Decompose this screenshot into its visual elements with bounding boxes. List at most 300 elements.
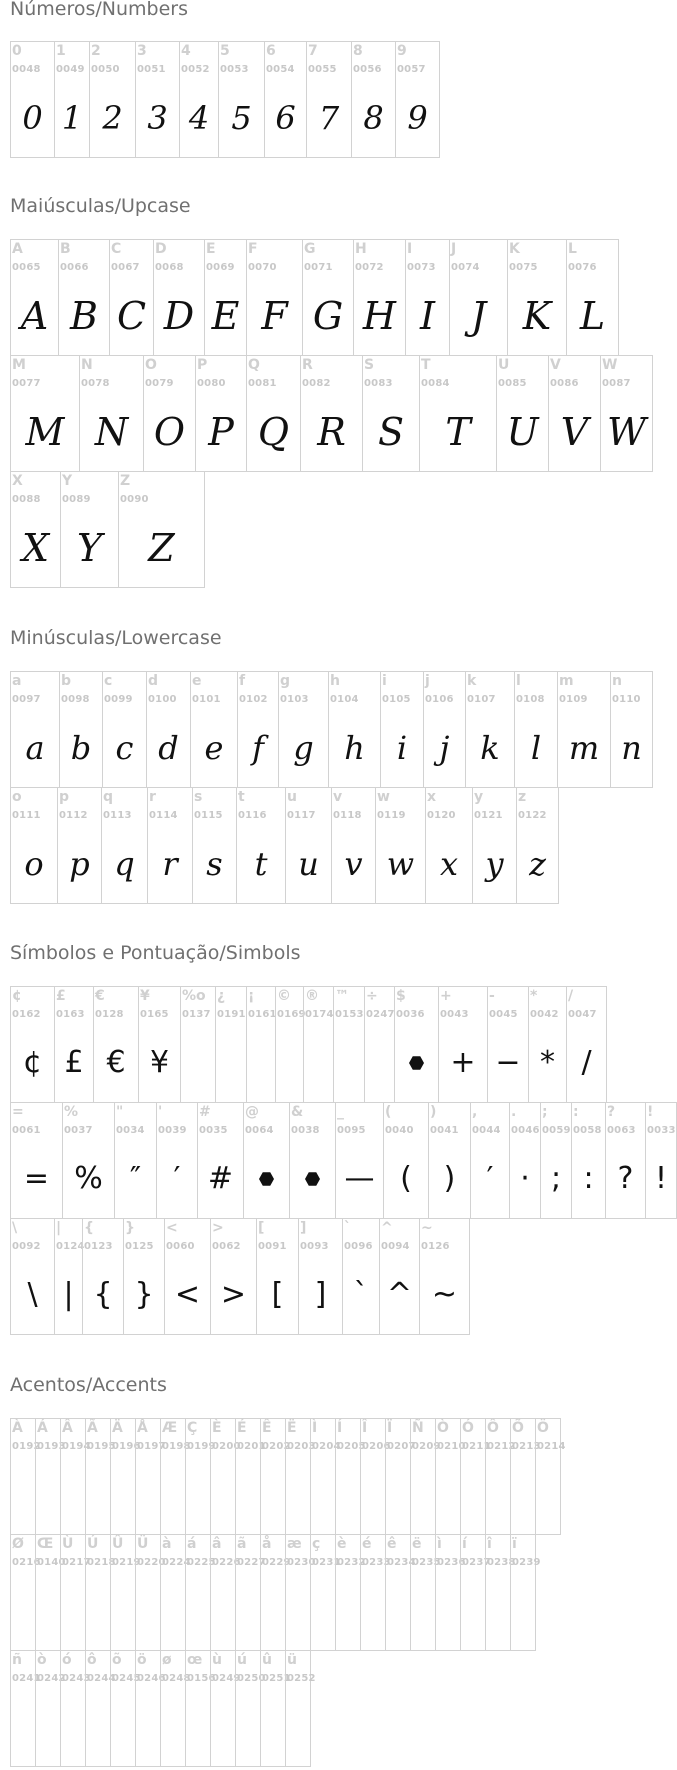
char-label: j xyxy=(425,673,430,689)
char-code: 0252 xyxy=(287,1673,316,1684)
glyph-sample: q xyxy=(114,845,135,883)
glyph-cell xyxy=(298,1218,343,1335)
char-label: Ì xyxy=(312,1420,318,1436)
char-label: Z xyxy=(120,473,131,489)
glyph-sample xyxy=(86,1697,110,1757)
glyph-cell xyxy=(302,239,354,356)
glyph-cell xyxy=(54,986,94,1103)
glyph-cell xyxy=(507,239,567,356)
glyph-sample: E xyxy=(211,294,240,338)
char-code: 0191 xyxy=(217,1009,246,1020)
glyph-cell xyxy=(460,1418,491,1535)
char-label: %o xyxy=(182,988,206,1004)
glyph-cell xyxy=(264,41,307,158)
char-label: r xyxy=(149,789,156,805)
char-label: û xyxy=(262,1652,272,1668)
char-label: ® xyxy=(305,988,319,1004)
char-code: 0048 xyxy=(12,64,41,75)
char-label: € xyxy=(95,988,105,1004)
glyph-cell xyxy=(351,41,396,158)
char-code: 0092 xyxy=(12,1241,41,1252)
glyph-cell xyxy=(335,1418,366,1535)
char-code: 0205 xyxy=(337,1441,366,1452)
glyph-sample xyxy=(286,1697,310,1757)
char-code: 0195 xyxy=(87,1441,116,1452)
glyph-cell xyxy=(435,1418,466,1535)
glyph-cell xyxy=(260,1418,291,1535)
char-label: V xyxy=(550,357,561,373)
char-label: î xyxy=(487,1536,492,1552)
char-code: 0162 xyxy=(12,1009,41,1020)
char-code: 0193 xyxy=(37,1441,66,1452)
symbols-grid xyxy=(10,986,676,1334)
char-code: 0051 xyxy=(137,64,166,75)
section-title-symbols: Símbolos e Pontuação/Simbols xyxy=(10,942,301,964)
char-code: 0113 xyxy=(103,810,132,821)
char-label: < xyxy=(166,1220,178,1236)
char-label: Ã xyxy=(87,1420,98,1436)
glyph-cell xyxy=(10,1534,41,1651)
glyph-cell xyxy=(496,355,549,472)
char-label: J xyxy=(451,241,457,257)
char-label: â xyxy=(212,1536,222,1552)
glyph-sample xyxy=(486,1465,510,1525)
char-code: 0217 xyxy=(62,1557,91,1568)
glyph-cell xyxy=(190,671,238,788)
char-code: 0214 xyxy=(537,1441,566,1452)
char-label: Ë xyxy=(287,1420,297,1436)
glyph-row xyxy=(10,1418,566,1534)
char-code: 0089 xyxy=(62,494,91,505)
glyph-sample xyxy=(290,1149,335,1209)
glyph-cell xyxy=(185,1650,216,1767)
glyph-cell xyxy=(143,355,196,472)
glyph-sample: } xyxy=(134,1277,154,1312)
glyph-sample xyxy=(436,1581,460,1641)
char-label: f xyxy=(239,673,246,689)
char-code: 0232 xyxy=(337,1557,366,1568)
char-code: 0098 xyxy=(61,694,90,705)
glyph-cell xyxy=(10,239,59,356)
glyph-cell xyxy=(10,1650,41,1767)
char-code: 0200 xyxy=(212,1441,241,1452)
char-code: 0045 xyxy=(489,1009,518,1020)
char-code: 0249 xyxy=(212,1673,241,1684)
char-code: 0250 xyxy=(237,1673,266,1684)
glyph-sample: ″ xyxy=(129,1161,142,1196)
glyph-sample xyxy=(461,1581,485,1641)
glyph-sample: l xyxy=(530,729,542,767)
char-label: ë xyxy=(412,1536,422,1552)
char-code: 0203 xyxy=(287,1441,316,1452)
glyph-sample: Q xyxy=(257,410,290,454)
char-code: 0042 xyxy=(530,1009,559,1020)
char-code: 0074 xyxy=(451,262,480,273)
char-label: ¿ xyxy=(217,988,226,1004)
glyph-cell xyxy=(35,1418,66,1535)
glyph-sample xyxy=(111,1697,135,1757)
char-code: 0072 xyxy=(355,262,384,273)
glyph-cell xyxy=(335,1102,384,1219)
char-label: 2 xyxy=(91,43,101,59)
glyph-cell xyxy=(540,1102,572,1219)
glyph-sample xyxy=(304,1033,333,1093)
glyph-sample: · xyxy=(520,1161,530,1196)
glyph-cell xyxy=(210,1650,241,1767)
glyph-sample: b xyxy=(70,729,92,767)
glyph-cell xyxy=(300,355,363,472)
char-code: 0108 xyxy=(516,694,545,705)
glyph-cell xyxy=(246,355,301,472)
glyph-row xyxy=(10,41,439,157)
char-code: 0088 xyxy=(12,494,41,505)
char-code: 0046 xyxy=(511,1125,540,1136)
glyph-sample: J xyxy=(470,294,487,338)
glyph-cell xyxy=(385,1418,416,1535)
char-code: 0052 xyxy=(181,64,210,75)
char-code: 0071 xyxy=(304,262,333,273)
char-code: 0210 xyxy=(437,1441,466,1452)
glyph-sample xyxy=(186,1697,210,1757)
glyph-sample xyxy=(11,1697,35,1757)
char-label: Ú xyxy=(87,1536,99,1552)
glyph-cell xyxy=(235,1650,266,1767)
char-code: 0207 xyxy=(387,1441,416,1452)
glyph-sample: ? xyxy=(617,1161,634,1196)
glyph-cell xyxy=(35,1534,66,1651)
glyph-sample: = xyxy=(23,1161,50,1196)
glyph-row xyxy=(10,1650,560,1766)
char-code: 0078 xyxy=(81,378,110,389)
glyph-sample: n xyxy=(621,729,642,767)
char-label: e xyxy=(192,673,202,689)
char-code: 0066 xyxy=(60,262,89,273)
glyph-cell xyxy=(380,671,424,788)
glyph-cell xyxy=(135,1650,166,1767)
char-code: 0053 xyxy=(220,64,249,75)
glyph-cell xyxy=(102,671,147,788)
section-title-lowercase: Minúsculas/Lowercase xyxy=(10,627,222,649)
glyph-sample xyxy=(186,1581,210,1641)
missing-glyph-icon xyxy=(259,1172,274,1187)
glyph-row xyxy=(10,671,652,787)
upcase-grid xyxy=(10,239,652,587)
char-code: 0070 xyxy=(248,262,277,273)
char-label: B xyxy=(60,241,71,257)
glyph-sample: O xyxy=(153,410,186,454)
glyph-sample: − xyxy=(495,1045,521,1080)
char-code: 0047 xyxy=(568,1009,597,1020)
char-code: 0242 xyxy=(37,1673,66,1684)
char-code: 0111 xyxy=(12,810,41,821)
char-label: & xyxy=(291,1104,304,1120)
char-code: 0043 xyxy=(440,1009,469,1020)
char-label: é xyxy=(362,1536,372,1552)
char-code: 0119 xyxy=(377,810,406,821)
char-label: S xyxy=(364,357,375,373)
glyph-cell xyxy=(179,41,219,158)
char-code: 0065 xyxy=(12,262,41,273)
glyph-cell xyxy=(237,671,279,788)
glyph-cell xyxy=(383,1102,429,1219)
glyph-sample xyxy=(161,1581,185,1641)
glyph-sample xyxy=(186,1465,210,1525)
char-code: 0054 xyxy=(266,64,295,75)
char-code: 0227 xyxy=(237,1557,266,1568)
glyph-sample: t xyxy=(254,845,268,883)
glyph-sample: 2 xyxy=(102,99,123,137)
glyph-sample: g xyxy=(293,729,314,767)
char-code: 0235 xyxy=(412,1557,441,1568)
char-label: - xyxy=(489,988,495,1004)
glyph-cell xyxy=(123,1218,165,1335)
glyph-cell xyxy=(160,1650,191,1767)
char-code: 0069 xyxy=(206,262,235,273)
glyph-cell xyxy=(610,671,653,788)
glyph-sample xyxy=(365,1033,394,1093)
char-code: 0128 xyxy=(95,1009,124,1020)
glyph-sample: z xyxy=(529,845,546,883)
char-label: O xyxy=(145,357,157,373)
glyph-sample: 0 xyxy=(22,99,43,137)
char-code: 0082 xyxy=(302,378,331,389)
char-code: 0153 xyxy=(335,1009,364,1020)
char-label: d xyxy=(148,673,159,689)
glyph-cell xyxy=(557,671,611,788)
char-label: p xyxy=(59,789,70,805)
char-code: 0050 xyxy=(91,64,120,75)
glyph-sample xyxy=(236,1581,260,1641)
glyph-cell xyxy=(82,1218,124,1335)
char-code: 0213 xyxy=(512,1441,541,1452)
glyph-cell xyxy=(600,355,653,472)
char-code: 0085 xyxy=(498,378,527,389)
glyph-sample xyxy=(511,1465,535,1525)
char-code: 0234 xyxy=(387,1557,416,1568)
glyph-cell xyxy=(197,1102,244,1219)
glyph-sample xyxy=(336,1581,360,1641)
glyph-sample xyxy=(311,1465,335,1525)
char-label: [ xyxy=(258,1220,265,1236)
glyph-cell xyxy=(260,1534,291,1651)
char-label: P xyxy=(197,357,208,373)
char-label: % xyxy=(64,1104,79,1120)
char-label: œ xyxy=(187,1652,203,1668)
char-label: å xyxy=(262,1536,272,1552)
glyph-cell xyxy=(135,1418,166,1535)
glyph-sample xyxy=(236,1465,260,1525)
char-label: { xyxy=(84,1220,94,1236)
glyph-row xyxy=(10,471,652,587)
char-code: 0120 xyxy=(427,810,456,821)
glyph-cell xyxy=(331,787,376,904)
char-code: 0202 xyxy=(262,1441,291,1452)
glyph-cell xyxy=(89,41,136,158)
glyph-cell xyxy=(210,1418,241,1535)
char-label: " xyxy=(116,1104,124,1120)
glyph-cell xyxy=(218,41,265,158)
char-code: 0056 xyxy=(353,64,382,75)
char-label: M xyxy=(12,357,26,373)
char-code: 0198 xyxy=(162,1441,191,1452)
char-code: 0226 xyxy=(212,1557,241,1568)
char-label: ( xyxy=(385,1104,392,1120)
char-code: 0097 xyxy=(12,694,41,705)
glyph-cell xyxy=(59,671,103,788)
char-label: Y xyxy=(62,473,73,489)
char-code: 0209 xyxy=(412,1441,441,1452)
char-label: * xyxy=(530,988,538,1004)
glyph-sample xyxy=(536,1465,560,1525)
glyph-sample: u xyxy=(298,845,319,883)
glyph-cell xyxy=(310,1418,341,1535)
glyph-cell xyxy=(395,41,440,158)
glyph-cell xyxy=(195,355,247,472)
char-code: 0040 xyxy=(385,1125,414,1136)
char-code: 0075 xyxy=(509,262,538,273)
char-code: 0084 xyxy=(421,378,450,389)
char-label: á xyxy=(187,1536,197,1552)
glyph-cell xyxy=(306,41,352,158)
char-label: ô xyxy=(87,1652,97,1668)
glyph-row xyxy=(10,355,652,471)
char-code: 0216 xyxy=(12,1557,41,1568)
glyph-cell xyxy=(510,1534,541,1651)
char-code: 0196 xyxy=(112,1441,141,1452)
numbers-grid xyxy=(10,41,439,157)
char-code: 0114 xyxy=(149,810,178,821)
glyph-sample: D xyxy=(163,294,195,338)
char-label: Ö xyxy=(537,1420,549,1436)
glyph-sample: ~ xyxy=(431,1277,458,1312)
char-code: 0244 xyxy=(87,1673,116,1684)
char-code: 0036 xyxy=(396,1009,425,1020)
char-label: ã xyxy=(237,1536,247,1552)
glyph-cell xyxy=(236,787,286,904)
char-label: ø xyxy=(162,1652,172,1668)
glyph-sample: e xyxy=(204,729,224,767)
char-code: 0064 xyxy=(245,1125,274,1136)
glyph-cell xyxy=(364,986,395,1103)
glyph-sample: F xyxy=(261,294,288,338)
glyph-cell xyxy=(235,1418,266,1535)
char-label: | xyxy=(56,1220,62,1236)
glyph-cell xyxy=(360,1418,391,1535)
char-code: 0104 xyxy=(330,694,359,705)
glyph-sample: * xyxy=(540,1045,555,1080)
glyph-sample: I xyxy=(419,294,435,338)
char-label: n xyxy=(612,673,622,689)
char-label: ^ xyxy=(381,1220,393,1236)
glyph-cell xyxy=(60,1650,91,1767)
char-code: 0058 xyxy=(573,1125,602,1136)
char-label: ö xyxy=(137,1652,147,1668)
lowercase-grid xyxy=(10,671,652,903)
glyph-sample: ) xyxy=(443,1161,456,1196)
glyph-row xyxy=(10,1534,560,1650)
glyph-cell xyxy=(328,671,381,788)
glyph-sample xyxy=(11,1581,35,1641)
char-label: a xyxy=(12,673,22,689)
glyph-sample xyxy=(395,1033,438,1093)
glyph-cell xyxy=(285,1650,316,1767)
char-code: 0049 xyxy=(56,64,85,75)
char-label: ~ xyxy=(421,1220,433,1236)
section-title-accents: Acentos/Accents xyxy=(10,1374,167,1396)
glyph-cell xyxy=(385,1534,416,1651)
char-label: Ù xyxy=(62,1536,74,1552)
glyph-sample: \ xyxy=(27,1277,38,1312)
glyph-sample: < xyxy=(174,1277,201,1312)
char-code: 0080 xyxy=(197,378,226,389)
char-code: 0199 xyxy=(187,1441,216,1452)
char-code: 0037 xyxy=(64,1125,93,1136)
glyph-cell xyxy=(310,1534,341,1651)
char-label: . xyxy=(511,1104,517,1120)
char-label: ÷ xyxy=(366,988,378,1004)
char-label: Ê xyxy=(262,1420,272,1436)
char-label: Æ xyxy=(162,1420,178,1436)
glyph-sample: 6 xyxy=(275,99,296,137)
char-code: 0035 xyxy=(199,1125,228,1136)
char-code: 0105 xyxy=(382,694,411,705)
char-label: : xyxy=(573,1104,579,1120)
glyph-sample: ( xyxy=(400,1161,412,1196)
char-code: 0212 xyxy=(487,1441,516,1452)
char-label: K xyxy=(509,241,520,257)
glyph-cell xyxy=(509,1102,541,1219)
char-label: ó xyxy=(62,1652,72,1668)
char-label: s xyxy=(194,789,203,805)
char-label: I xyxy=(407,241,413,257)
glyph-cell xyxy=(210,1218,257,1335)
char-label: = xyxy=(12,1104,24,1120)
glyph-sample: # xyxy=(207,1161,234,1196)
glyph-cell xyxy=(10,671,60,788)
glyph-sample: £ xyxy=(64,1045,84,1080)
char-code: 0126 xyxy=(421,1241,450,1252)
char-label: Ò xyxy=(437,1420,449,1436)
char-code: 0090 xyxy=(120,494,149,505)
glyph-sample xyxy=(86,1581,110,1641)
glyph-sample: 3 xyxy=(147,99,168,137)
char-label: @ xyxy=(245,1104,259,1120)
char-label: Í xyxy=(337,1420,343,1436)
char-code: 0169 xyxy=(277,1009,306,1020)
glyph-sample xyxy=(386,1581,410,1641)
char-code: 0101 xyxy=(192,694,221,705)
glyph-cell xyxy=(60,1418,91,1535)
glyph-sample xyxy=(181,1033,215,1093)
glyph-sample xyxy=(386,1465,410,1525)
char-code: 0156 xyxy=(187,1673,216,1684)
char-label: z xyxy=(518,789,527,805)
glyph-cell xyxy=(85,1418,116,1535)
char-label: + xyxy=(440,988,452,1004)
glyph-cell xyxy=(342,1218,380,1335)
char-label: à xyxy=(162,1536,172,1552)
glyph-sample xyxy=(436,1465,460,1525)
glyph-cell xyxy=(285,1534,316,1651)
char-label: Ä xyxy=(112,1420,123,1436)
glyph-cell xyxy=(118,471,205,588)
char-label: ] xyxy=(300,1220,307,1236)
glyph-sample: o xyxy=(24,845,44,883)
char-label: c xyxy=(104,673,113,689)
glyph-sample: Z xyxy=(148,526,175,570)
glyph-cell xyxy=(93,986,139,1103)
glyph-cell xyxy=(514,671,558,788)
